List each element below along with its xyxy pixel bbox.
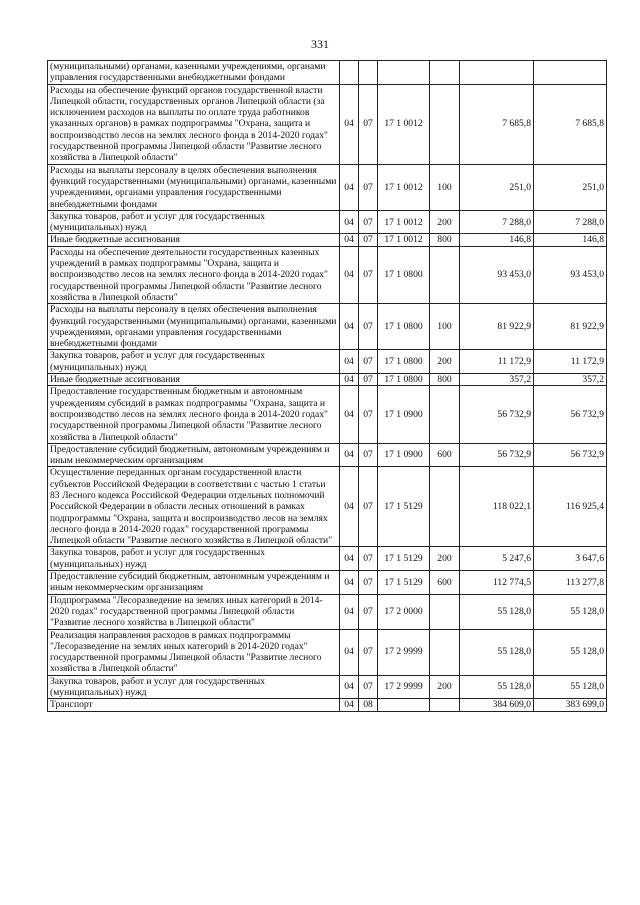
amount-year-2: 7 288,0 (534, 210, 607, 234)
subsection-code: 07 (359, 467, 378, 547)
amount-year-1: 357,2 (460, 374, 534, 386)
expense-type-code: 200 (430, 547, 460, 571)
item-description: Реализация направления расходов в рамках подпрограммы "Лесоразведение на землях иных категорий в 2014-2020 годах" государственной программы Липецкой области "Развитие лесного хозяйства в Липецкой области" (48, 629, 340, 675)
amount-year-2: 56 732,9 (534, 443, 607, 467)
amount-year-1: 112 774,5 (460, 571, 534, 595)
amount-year-2: 383 699,0 (534, 699, 607, 711)
subsection-code: 07 (359, 246, 378, 303)
item-description: Закупка товаров, работ и услуг для государственных (муниципальных) нужд (48, 210, 340, 234)
amount-year-1: 55 128,0 (460, 675, 534, 699)
expense-type-code (430, 61, 460, 85)
target-article-code: 17 1 0800 (378, 246, 430, 303)
expense-type-code: 200 (430, 350, 460, 374)
table-row (48, 594, 607, 629)
section-code: 04 (340, 210, 359, 234)
subsection-code: 07 (359, 547, 378, 571)
amount-year-2: 146,8 (534, 234, 607, 246)
amount-year-1: 56 732,9 (460, 443, 534, 467)
target-article-code: 17 1 0012 (378, 84, 430, 164)
section-code: 04 (340, 350, 359, 374)
table-row (48, 210, 607, 234)
expense-type-code: 200 (430, 675, 460, 699)
amount-year-1: 11 172,9 (460, 350, 534, 374)
item-description: Расходы на выплаты персоналу в целях обеспечения выполнения функций государственными (муниципальными) органами, казенными учреждениями, органами управления государственными внебюджетными фондами (48, 164, 340, 210)
amount-year-1: 384 609,0 (460, 699, 534, 711)
target-article-code: 17 1 5129 (378, 547, 430, 571)
section-code: 04 (340, 386, 359, 443)
table-row (48, 547, 607, 571)
section-code: 04 (340, 594, 359, 629)
table-row (48, 234, 607, 246)
item-description: Предоставление субсидий бюджетным, автономным учреждениям и иным некоммерческим организациям (48, 443, 340, 467)
subsection-code: 07 (359, 164, 378, 210)
amount-year-1: 55 128,0 (460, 594, 534, 629)
subsection-code: 07 (359, 374, 378, 386)
amount-year-2: 55 128,0 (534, 629, 607, 675)
amount-year-2: 55 128,0 (534, 594, 607, 629)
amount-year-1: 146,8 (460, 234, 534, 246)
amount-year-1: 5 247,6 (460, 547, 534, 571)
section-code: 04 (340, 547, 359, 571)
amount-year-1: 56 732,9 (460, 386, 534, 443)
item-description: Иные бюджетные ассигнования (48, 234, 340, 246)
item-description: (муниципальными) органами, казенными учреждениями, органами управления государственными внебюджетными фондами (48, 61, 340, 85)
amount-year-2: 93 453,0 (534, 246, 607, 303)
table-row (48, 467, 607, 547)
section-code: 04 (340, 571, 359, 595)
table-row (48, 443, 607, 467)
expense-type-code: 100 (430, 164, 460, 210)
subsection-code: 07 (359, 675, 378, 699)
amount-year-2: 116 925,4 (534, 467, 607, 547)
amount-year-2 (534, 61, 607, 85)
target-article-code: 17 1 5129 (378, 467, 430, 547)
expense-type-code: 600 (430, 443, 460, 467)
subsection-code: 07 (359, 234, 378, 246)
amount-year-1: 7 288,0 (460, 210, 534, 234)
target-article-code: 17 1 0900 (378, 386, 430, 443)
table-row (48, 304, 607, 350)
item-description: Осуществление переданных органам государственной власти субъектов Российской Федерации в соответствии с частью 1 статьи 83 Лесного кодекса Российской Федерации отдельных полномочий Российской Федерации в области лесных отношений в рамках подпрограммы "Охрана, защита и воспроизводство лесов на землях лесного фонда в 2014-2020 годах" государственной программы Липецкой области "Развитие лесного хозяйства в Липецкой области" (48, 467, 340, 547)
expense-type-code (430, 246, 460, 303)
section-code: 04 (340, 629, 359, 675)
amount-year-1 (460, 61, 534, 85)
expense-type-code (430, 386, 460, 443)
expense-type-code (430, 84, 460, 164)
amount-year-2: 81 922,9 (534, 304, 607, 350)
target-article-code (378, 61, 430, 85)
target-article-code: 17 1 5129 (378, 571, 430, 595)
item-description: Расходы на выплаты персоналу в целях обеспечения выполнения функций государственными (муниципальными) органами, казенными учреждениями, органами управления государственными внебюджетными фондами (48, 304, 340, 350)
section-code: 04 (340, 164, 359, 210)
section-code: 04 (340, 374, 359, 386)
expense-type-code (430, 629, 460, 675)
subsection-code: 07 (359, 571, 378, 595)
table-row (48, 61, 607, 85)
item-description: Подпрограмма "Лесоразведение на землях иных категорий в 2014-2020 годах" государственной программы Липецкой области "Развитие лесного хозяйства в Липецкой области" (48, 594, 340, 629)
item-description: Закупка товаров, работ и услуг для государственных (муниципальных) нужд (48, 547, 340, 571)
table-row (48, 386, 607, 443)
subsection-code: 08 (359, 699, 378, 711)
table-row (48, 699, 607, 711)
table-row (48, 84, 607, 164)
item-description: Иные бюджетные ассигнования (48, 374, 340, 386)
item-description: Транспорт (48, 699, 340, 711)
item-description: Закупка товаров, работ и услуг для государственных (муниципальных) нужд (48, 675, 340, 699)
amount-year-2: 11 172,9 (534, 350, 607, 374)
table-row (48, 246, 607, 303)
expense-type-code (430, 467, 460, 547)
target-article-code: 17 1 0012 (378, 210, 430, 234)
table-row (48, 374, 607, 386)
section-code: 04 (340, 304, 359, 350)
target-article-code (378, 699, 430, 711)
budget-table (47, 60, 607, 712)
item-description: Расходы на обеспечение деятельности государственных казенных учреждений в рамках подпрограммы "Охрана, защита и воспроизводство лесов на землях лесного фонда в 2014-2020 годах" государственной программы Липецкой области "Развитие лесного хозяйства в Липецкой области" (48, 246, 340, 303)
subsection-code: 07 (359, 304, 378, 350)
item-description: Предоставление субсидий бюджетным, автономным учреждениям и иным некоммерческим организациям (48, 571, 340, 595)
amount-year-1: 93 453,0 (460, 246, 534, 303)
expense-type-code: 100 (430, 304, 460, 350)
budget-table-body (48, 61, 607, 712)
section-code: 04 (340, 246, 359, 303)
amount-year-1: 55 128,0 (460, 629, 534, 675)
subsection-code: 07 (359, 386, 378, 443)
target-article-code: 17 1 0900 (378, 443, 430, 467)
item-description: Расходы на обеспечение функций органов государственной власти Липецкой области, государственных органов Липецкой области (за исключением расходов на выплаты по оплате труда работников указанных органов) в рамках подпрограммы "Охрана, защита и воспроизводство лесов на землях лесного фонда в 2014-2020 годах" государственной программы Липецкой области "Развитие лесного хозяйства в Липецкой области" (48, 84, 340, 164)
table-row (48, 675, 607, 699)
amount-year-2: 56 732,9 (534, 386, 607, 443)
target-article-code: 17 2 9999 (378, 675, 430, 699)
expense-type-code (430, 699, 460, 711)
subsection-code: 07 (359, 210, 378, 234)
expense-type-code: 200 (430, 210, 460, 234)
amount-year-2: 7 685,8 (534, 84, 607, 164)
target-article-code: 17 1 0012 (378, 234, 430, 246)
subsection-code: 07 (359, 350, 378, 374)
item-description: Предоставление государственным бюджетным и автономным учреждениям субсидий в рамках подпрограммы "Охрана, защита и воспроизводство лесов на землях лесного фонда в 2014-2020 годах" государственной программы Липецкой области "Развитие лесного хозяйства в Липецкой области" (48, 386, 340, 443)
section-code (340, 61, 359, 85)
expense-type-code (430, 594, 460, 629)
target-article-code: 17 1 0800 (378, 350, 430, 374)
section-code: 04 (340, 699, 359, 711)
target-article-code: 17 1 0800 (378, 304, 430, 350)
item-description: Закупка товаров, работ и услуг для государственных (муниципальных) нужд (48, 350, 340, 374)
section-code: 04 (340, 234, 359, 246)
section-code: 04 (340, 675, 359, 699)
subsection-code (359, 61, 378, 85)
amount-year-1: 118 022,1 (460, 467, 534, 547)
table-row (48, 350, 607, 374)
target-article-code: 17 2 0000 (378, 594, 430, 629)
target-article-code: 17 1 0800 (378, 374, 430, 386)
target-article-code: 17 2 9999 (378, 629, 430, 675)
table-row (48, 629, 607, 675)
amount-year-1: 7 685,8 (460, 84, 534, 164)
subsection-code: 07 (359, 629, 378, 675)
expense-type-code: 600 (430, 571, 460, 595)
section-code: 04 (340, 84, 359, 164)
section-code: 04 (340, 467, 359, 547)
amount-year-2: 3 647,6 (534, 547, 607, 571)
subsection-code: 07 (359, 594, 378, 629)
amount-year-1: 251,0 (460, 164, 534, 210)
table-row (48, 164, 607, 210)
amount-year-2: 55 128,0 (534, 675, 607, 699)
target-article-code: 17 1 0012 (378, 164, 430, 210)
amount-year-1: 81 922,9 (460, 304, 534, 350)
subsection-code: 07 (359, 84, 378, 164)
expense-type-code: 800 (430, 234, 460, 246)
amount-year-2: 357,2 (534, 374, 607, 386)
page-number: 331 (311, 37, 329, 51)
section-code: 04 (340, 443, 359, 467)
expense-type-code: 800 (430, 374, 460, 386)
subsection-code: 07 (359, 443, 378, 467)
amount-year-2: 251,0 (534, 164, 607, 210)
table-row (48, 571, 607, 595)
amount-year-2: 113 277,8 (534, 571, 607, 595)
